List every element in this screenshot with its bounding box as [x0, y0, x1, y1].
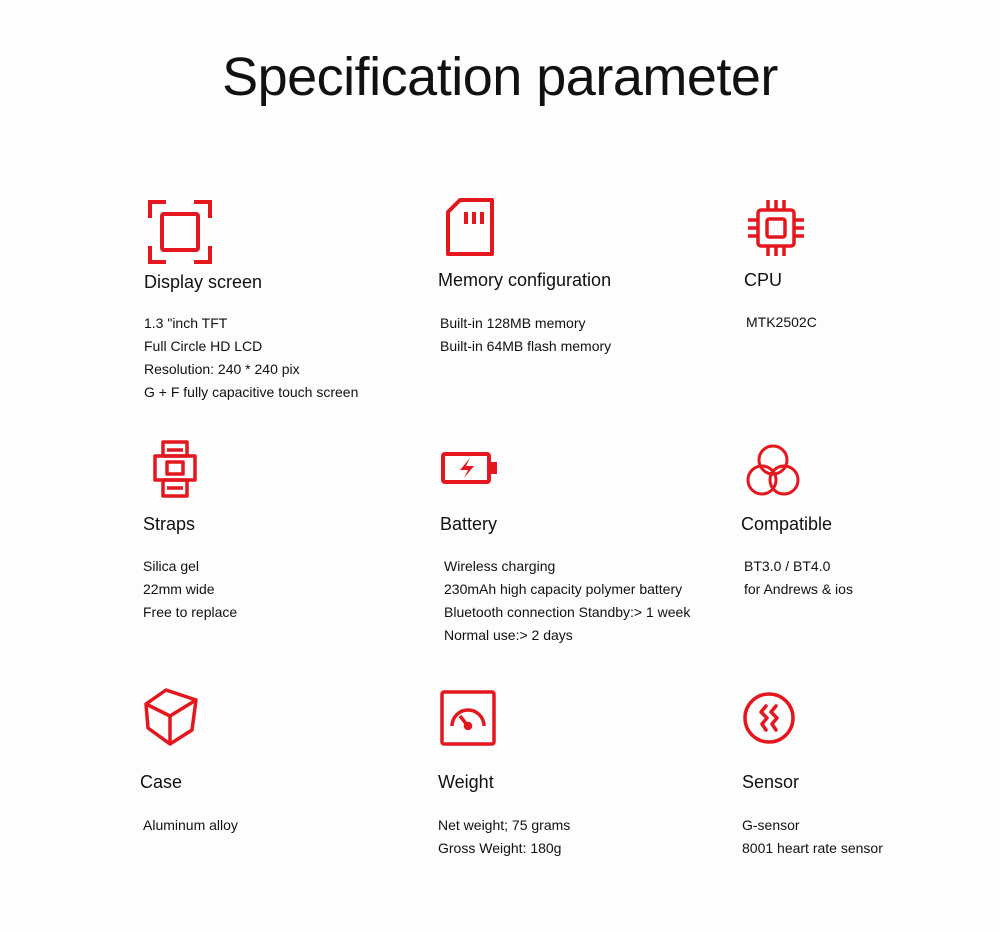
spec-line: 8001 heart rate sensor: [742, 840, 883, 856]
spec-heading: Battery: [440, 514, 498, 534]
spec-line: for Andrews & ios: [744, 581, 853, 597]
spec-line: Bluetooth connection Standby:> 1 week: [444, 604, 691, 620]
spec-details: [746, 311, 817, 334]
spec-line: Full Circle HD LCD: [144, 338, 263, 354]
spec-line: BT3.0 / BT4.0: [744, 558, 831, 574]
spec-line: Resolution: 240 * 240 pix: [144, 361, 300, 377]
weight-gauge-icon: [438, 688, 502, 752]
spec-heading: Case: [140, 772, 183, 792]
spec-line: Wireless charging: [444, 558, 556, 574]
display-screen-icon: [148, 200, 212, 264]
spec-heading: Compatible: [741, 514, 833, 534]
spec-line: 230mAh high capacity polymer battery: [444, 581, 683, 597]
cube-box-icon: [140, 684, 204, 748]
spec-line: MTK2502C: [746, 314, 817, 330]
spec-details: [444, 555, 690, 647]
spec-line: 22mm wide: [143, 581, 215, 597]
spec-heading: Weight: [438, 772, 494, 792]
spec-heading: CPU: [744, 270, 783, 290]
spec-line: Built-in 128MB memory: [440, 315, 586, 331]
spec-line: Aluminum alloy: [143, 817, 238, 833]
spec-line: Normal use:> 2 days: [444, 627, 573, 643]
cpu-chip-icon: [744, 196, 808, 260]
spec-heading: Display screen: [144, 272, 263, 292]
spec-line: Gross Weight: 180g: [438, 840, 562, 856]
watch-strap-icon: [143, 438, 207, 502]
spec-details: [742, 814, 883, 860]
sensor-wave-icon: [742, 688, 806, 752]
spec-details: [438, 814, 570, 860]
spec-line: Net weight; 75 grams: [438, 817, 571, 833]
spec-line: Free to replace: [143, 604, 238, 620]
spec-line: Silica gel: [143, 558, 200, 574]
battery-charging-icon: [440, 438, 504, 502]
memory-card-icon: [440, 196, 504, 260]
spec-details: [143, 555, 237, 624]
spec-details: [744, 555, 853, 601]
spec-heading: Sensor: [742, 772, 800, 792]
spec-heading: Memory configuration: [438, 270, 612, 290]
page-title: Specification parameter: [222, 47, 778, 107]
spec-line: G + F fully capacitive touch screen: [144, 384, 359, 400]
spec-line: G-sensor: [742, 817, 800, 833]
spec-details: [144, 312, 358, 404]
spec-details: [143, 814, 238, 837]
spec-line: Built-in 64MB flash memory: [440, 338, 612, 354]
spec-line: 1.3 "inch TFT: [144, 315, 228, 331]
overlapping-circles-icon: [741, 440, 805, 504]
spec-details: [440, 312, 611, 358]
spec-heading: Straps: [143, 514, 196, 534]
